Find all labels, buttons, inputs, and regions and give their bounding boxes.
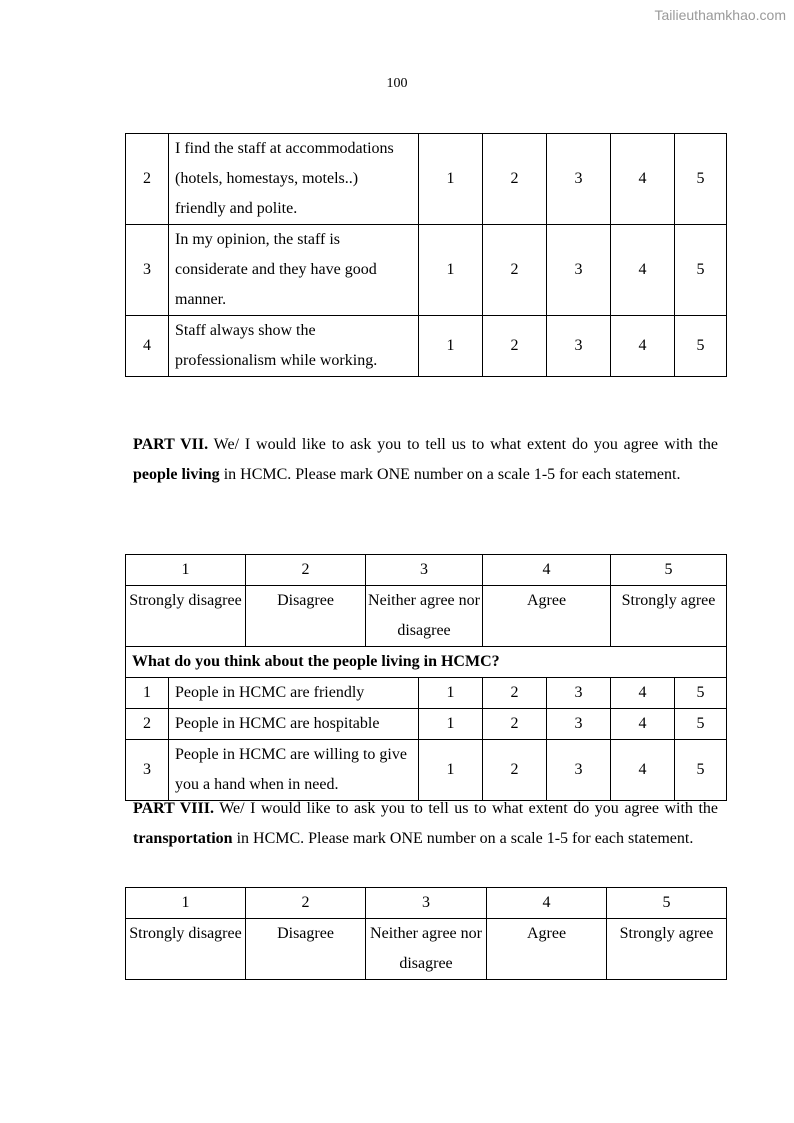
row-number: 3 (126, 225, 169, 316)
rating-option-2[interactable]: 2 (483, 316, 547, 377)
rating-option-5[interactable]: 5 (675, 225, 727, 316)
table-row (126, 678, 727, 709)
scale-label-neutral: Neither agree nor disagree (366, 586, 483, 647)
rating-option-4[interactable]: 4 (611, 225, 675, 316)
rating-option-2[interactable]: 2 (483, 134, 547, 225)
scale-label-disagree: Disagree (246, 586, 366, 647)
scale-number-row (126, 888, 727, 919)
scale-label-agree: Agree (487, 919, 607, 980)
question-header-row (126, 647, 727, 678)
people-rating-table (125, 554, 727, 801)
rating-option-3[interactable]: 3 (547, 678, 611, 709)
statement-cell: Staff always show the professionalism while working. (169, 316, 419, 377)
row-number: 4 (126, 316, 169, 377)
statement-cell: People in HCMC are hospitable (169, 709, 419, 740)
rating-option-2[interactable]: 2 (483, 225, 547, 316)
rating-option-1[interactable]: 1 (419, 678, 483, 709)
row-number: 3 (126, 740, 169, 801)
scale-number-1: 1 (126, 555, 246, 586)
rating-option-1[interactable]: 1 (419, 225, 483, 316)
scale-number-2: 2 (246, 888, 366, 919)
rating-option-1[interactable]: 1 (419, 740, 483, 801)
scale-label-strongly-agree: Strongly agree (607, 919, 727, 980)
rating-option-1[interactable]: 1 (419, 316, 483, 377)
part7-emphasis: people living (133, 466, 220, 483)
scale-label-strongly-disagree: Strongly disagree (126, 586, 246, 647)
statement-cell: In my opinion, the staff is considerate and they have good manner. (169, 225, 419, 316)
rating-option-5[interactable]: 5 (675, 678, 727, 709)
part7-instructions (133, 430, 718, 490)
scale-number-5: 5 (607, 888, 727, 919)
table-row (126, 316, 727, 377)
part8-label: PART VIII. (133, 800, 214, 817)
part7-text-b: in HCMC. Please mark ONE number on a scale 1-5 for each statement. (219, 466, 681, 483)
rating-option-2[interactable]: 2 (483, 709, 547, 740)
rating-option-3[interactable]: 3 (547, 225, 611, 316)
table-row (126, 225, 727, 316)
rating-option-4[interactable]: 4 (611, 709, 675, 740)
row-number: 2 (126, 134, 169, 225)
rating-option-2[interactable]: 2 (483, 740, 547, 801)
scale-label-strongly-agree: Strongly agree (611, 586, 727, 647)
part7-label: PART VII. (133, 436, 209, 453)
table-row (126, 134, 727, 225)
scale-number-2: 2 (246, 555, 366, 586)
scale-label-neutral: Neither agree nor disagree (366, 919, 487, 980)
part8-instructions (133, 794, 718, 854)
rating-option-5[interactable]: 5 (675, 134, 727, 225)
scale-label-agree: Agree (483, 586, 611, 647)
table-row (126, 709, 727, 740)
scale-label-row (126, 919, 727, 980)
scale-label-row (126, 586, 727, 647)
scale-number-row (126, 555, 727, 586)
staff-rating-table (125, 133, 727, 377)
row-number: 1 (126, 678, 169, 709)
rating-option-4[interactable]: 4 (611, 678, 675, 709)
rating-option-5[interactable]: 5 (675, 740, 727, 801)
rating-option-4[interactable]: 4 (611, 316, 675, 377)
part7-text-a: We/ I would like to ask you to tell us to what extent do you agree with the (208, 436, 719, 453)
rating-option-3[interactable]: 3 (547, 316, 611, 377)
question-header: What do you think about the people living in HCMC? (126, 647, 727, 678)
page-number: 100 (386, 76, 408, 91)
scale-number-4: 4 (483, 555, 611, 586)
table-row (126, 740, 727, 801)
scale-number-3: 3 (366, 555, 483, 586)
scale-number-1: 1 (126, 888, 246, 919)
rating-option-4[interactable]: 4 (611, 134, 675, 225)
rating-option-3[interactable]: 3 (547, 740, 611, 801)
part8-text-a: We/ I would like to ask you to tell us to what extent do you agree with the (214, 800, 719, 817)
scale-label-disagree: Disagree (246, 919, 366, 980)
part8-text-b: in HCMC. Please mark ONE number on a scale 1-5 for each statement. (232, 830, 694, 847)
scale-number-3: 3 (366, 888, 487, 919)
rating-option-5[interactable]: 5 (675, 709, 727, 740)
rating-option-5[interactable]: 5 (675, 316, 727, 377)
statement-cell: People in HCMC are friendly (169, 678, 419, 709)
rating-option-2[interactable]: 2 (483, 678, 547, 709)
rating-option-1[interactable]: 1 (419, 709, 483, 740)
row-number: 2 (126, 709, 169, 740)
scale-number-4: 4 (487, 888, 607, 919)
watermark: Tailieuthamkhao.com (654, 7, 786, 23)
rating-option-3[interactable]: 3 (547, 709, 611, 740)
part8-emphasis: transportation (133, 830, 233, 847)
scale-label-strongly-disagree: Strongly disagree (126, 919, 246, 980)
transport-scale-table (125, 887, 727, 980)
rating-option-1[interactable]: 1 (419, 134, 483, 225)
rating-option-4[interactable]: 4 (611, 740, 675, 801)
statement-cell: I find the staff at accommodations (hotels, homestays, motels..) friendly and polite. (169, 134, 419, 225)
statement-cell: People in HCMC are willing to give you a hand when in need. (169, 740, 419, 801)
scale-number-5: 5 (611, 555, 727, 586)
rating-option-3[interactable]: 3 (547, 134, 611, 225)
